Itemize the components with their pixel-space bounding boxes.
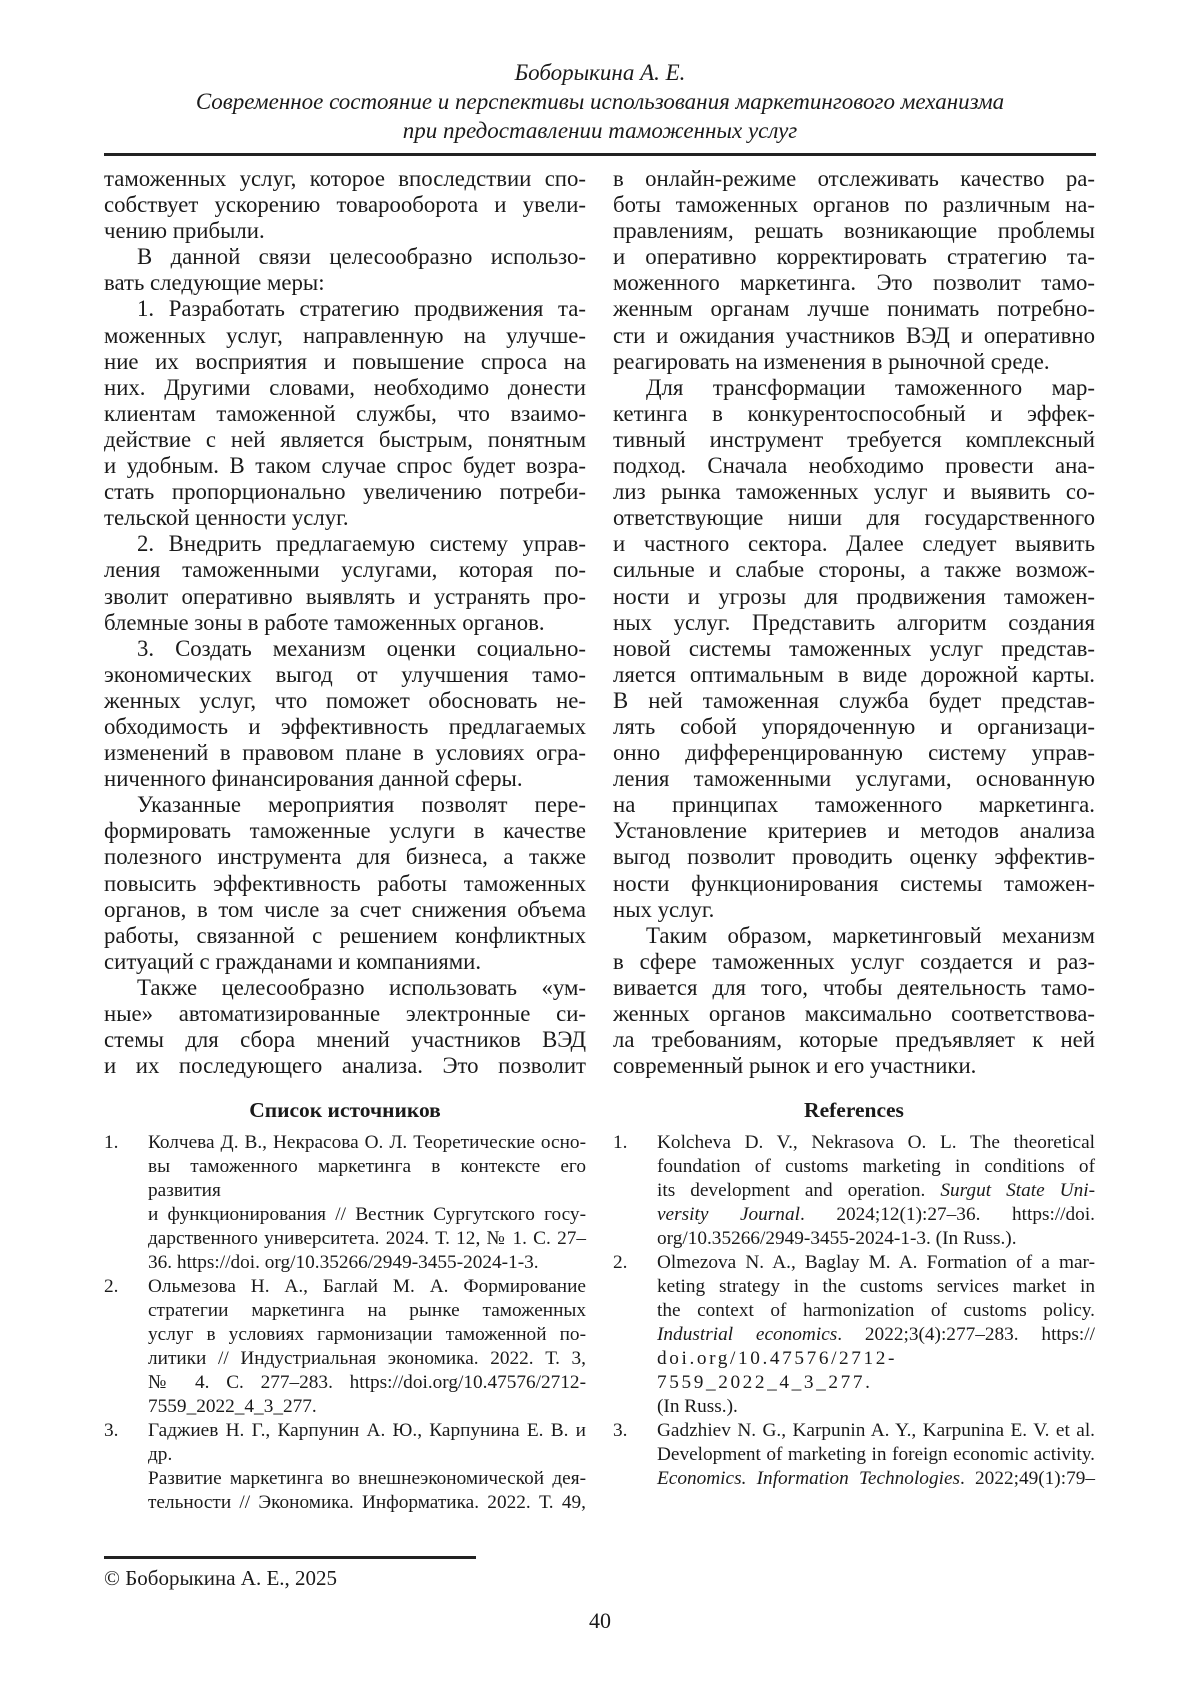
- text-line: тельности // Экономика. Информатика. 2022. Т. 49,: [148, 1492, 586, 1514]
- sources-heading-ru: Список источников: [249, 1098, 441, 1123]
- text-line: новой системы таможенных услуг представ-: [613, 635, 1095, 661]
- text-line: в сфере таможенных услуг создается и раз-: [613, 948, 1095, 974]
- reference-text: [148, 1131, 586, 1275]
- text-line: сильные и слабые стороны, а также возмож-: [613, 557, 1095, 583]
- reference-text: [148, 1275, 586, 1419]
- left-column-text: [104, 166, 586, 1079]
- text-line: клиентам таможенной службы, что взаимо-: [104, 400, 586, 426]
- reference-number: 1.: [104, 1132, 119, 1154]
- text-line: ления таможенными услугами, основанную: [613, 766, 1095, 792]
- right-column: [613, 166, 1095, 1515]
- paragraph: [104, 975, 586, 1079]
- references-list-en: [613, 1131, 1095, 1491]
- reference-number: 2.: [613, 1252, 628, 1274]
- text-line: Гаджиев Н. Г., Карпунин А. Ю., Карпунина Е. В. и др.: [148, 1420, 586, 1466]
- text-line: лиз рынка таможенных услуг и выявить со-: [613, 479, 1095, 505]
- text-line: ляется оптимальным в виде дорожной карты.: [613, 661, 1095, 687]
- text-line: its development and operation. Surgut State Uni-: [657, 1180, 1095, 1202]
- reference-number: 2.: [104, 1276, 119, 1298]
- text-line: моженных услуг, направленную на улучше-: [104, 322, 586, 348]
- paragraph: [104, 166, 586, 244]
- text-line: тивный инструмент требуется комплексный: [613, 426, 1095, 452]
- paragraph: [104, 531, 586, 635]
- author-name: Боборыкина А. Е.: [514, 60, 686, 85]
- text-line: собствует ускорению товарооборота и увели-: [104, 192, 586, 218]
- copyright-notice: © Боборыкина А. Е., 2025: [104, 1566, 338, 1590]
- reference-number: 3.: [104, 1420, 119, 1442]
- text-line: реагировать на изменения в рыночной среде.: [613, 348, 1050, 374]
- text-line: боты таможенных органов по различным на-: [613, 192, 1095, 218]
- article-title-line-2: при предоставлении таможенных услуг: [402, 118, 798, 143]
- text-line: Также целесообразно использовать «ум-: [137, 974, 586, 1000]
- text-line: Olmezova N. A., Baglay M. A. Formation of a mar-: [657, 1252, 1095, 1274]
- text-line: и частного сектора. Далее следует выявить: [613, 531, 1095, 557]
- text-line: них. Другими словами, необходимо донести: [104, 374, 586, 400]
- text-line: 3. Создать механизм оценки социально-: [137, 635, 586, 661]
- text-line: чению прибыли.: [104, 218, 265, 244]
- text-line: ниченного финансирования данной сферы.: [104, 766, 523, 792]
- text-line: литики // Индустриальная экономика. 2022. Т. 3,: [148, 1348, 586, 1370]
- text-line: зволит оперативно выявлять и устранять про-: [104, 583, 586, 609]
- text-line: ности и угрозы для продвижения таможен-: [613, 583, 1095, 609]
- text-line: женным органам лучше понимать потребно-: [613, 296, 1095, 322]
- paragraph: [104, 244, 586, 296]
- reference-text: [657, 1251, 1095, 1419]
- text-line: Development of marketing in foreign economic activity.: [657, 1444, 1095, 1466]
- text-line: ные» автоматизированные электронные си-: [104, 1001, 586, 1026]
- text-line: № 4. С. 277–283. https://doi.org/10.47576/2712-: [148, 1372, 586, 1394]
- text-line: лять собой упорядоченную и организаци-: [613, 713, 1095, 739]
- text-line: Для трансформации таможенного мар-: [646, 374, 1095, 400]
- text-line: сти и ожидания участников ВЭД и оперативно: [613, 322, 1095, 348]
- text-line: работы, связанной с решением конфликтных: [104, 922, 586, 948]
- text-line: кетинга в конкурентоспособный и эффек-: [613, 400, 1095, 426]
- references-heading-en: References: [804, 1098, 904, 1123]
- text-line: Развитие маркетинга во внешнеэкономической дея-: [148, 1468, 586, 1490]
- page-header: [104, 58, 1096, 145]
- text-line: стемы для сбора мнений участников ВЭД: [104, 1027, 586, 1053]
- text-line: онно дифференцированную систему управ-: [613, 740, 1095, 766]
- text-line: формировать таможенные услуги в качестве: [104, 818, 586, 844]
- text-line: экономических выгод от улучшения тамо-: [104, 661, 586, 687]
- text-line: полезного инструмента для бизнеса, а также: [104, 844, 586, 870]
- text-line: на принципах таможенного маркетинга.: [613, 792, 1095, 818]
- text-line: моженного маркетинга. Это позволит тамо-: [613, 270, 1095, 296]
- text-line: ных услуг.: [613, 896, 715, 922]
- text-line: стратегии маркетинга на рынке таможенных: [148, 1300, 586, 1322]
- reference-text: [657, 1131, 1095, 1251]
- two-column-body: [104, 166, 1096, 1515]
- text-line: ла требованиям, которые предъявляет к ней: [613, 1027, 1095, 1053]
- text-line: и удобным. В таком случае спрос будет возра-: [104, 453, 586, 479]
- text-line: ления таможенными услугами, которая по-: [104, 557, 586, 583]
- text-line: ние их восприятия и повышение спроса на: [104, 348, 586, 374]
- header-divider: [104, 153, 1096, 156]
- text-line: ности функционирования системы таможен-: [613, 870, 1095, 896]
- paragraph: [104, 296, 586, 531]
- text-line: вивается для того, чтобы деятельность тамо-: [613, 974, 1095, 1000]
- reference-item: [613, 1419, 1095, 1491]
- text-line: Установление критериев и методов анализа: [613, 818, 1095, 844]
- left-column: [104, 166, 586, 1515]
- reference-item: [104, 1131, 586, 1275]
- paragraph: [613, 375, 1095, 923]
- text-line: в онлайн-режиме отслеживать качество ра-: [613, 166, 1095, 191]
- text-line: блемные зоны в работе таможенных органов.: [104, 609, 545, 635]
- paragraph: [104, 792, 586, 975]
- article-title-line-1: Современное состояние и перспективы использования маркетингового механизма: [195, 89, 1005, 114]
- text-line: правлениям, решать возникающие проблемы: [613, 218, 1095, 244]
- text-line: вы таможенного маркетинга в контексте его развития: [148, 1156, 586, 1202]
- text-line: 2. Внедрить предлагаемую систему управ-: [137, 531, 586, 557]
- paragraph: [613, 166, 1095, 375]
- reference-number: 3.: [613, 1420, 628, 1442]
- text-line: и оперативно корректировать стратегию та-: [613, 244, 1095, 270]
- text-line: и функционирования // Вестник Сургутского госу-: [148, 1204, 586, 1226]
- text-line: Industrial economics. 2022;3(4):277–283. https://: [657, 1324, 1095, 1346]
- text-line: органов, в том числе за счет снижения объема: [104, 896, 586, 922]
- text-line: услуг в условиях гармонизации таможенной по-: [148, 1324, 586, 1346]
- reference-text: [148, 1419, 586, 1515]
- right-column-text: [613, 166, 1095, 1079]
- footnote-divider: [104, 1556, 476, 1559]
- text-line: обходимость и эффективность предлагаемых: [104, 713, 586, 739]
- text-line: изменений в правовом плане в условиях огра-: [104, 740, 586, 766]
- text-line: стать пропорционально увеличению потреби-: [104, 479, 586, 505]
- reference-item: [104, 1419, 586, 1515]
- text-line: выгод позволит проводить оценку эффектив-: [613, 844, 1095, 870]
- page-number: 40: [589, 1608, 611, 1633]
- reference-text: [657, 1419, 1095, 1491]
- text-line: the context of harmonization of customs policy.: [657, 1300, 1095, 1322]
- text-line: женных органов максимально соответствова-: [613, 1001, 1095, 1026]
- text-line: повысить эффективность работы таможенных: [104, 870, 586, 896]
- text-line: org/10.35266/2949-3455-2024-1-3. (In Russ.).: [657, 1228, 1017, 1250]
- text-line: Указанные мероприятия позволят пере-: [137, 792, 586, 818]
- text-line: и их последующего анализа. Это позволит: [104, 1053, 586, 1079]
- text-line: Колчева Д. В., Некрасова О. Л. Теоретические осно-: [148, 1132, 586, 1154]
- text-line: 7559_2022_4_3_277.: [148, 1396, 317, 1418]
- text-line: 1. Разработать стратегию продвижения та-: [137, 296, 586, 322]
- sources-list-ru: [104, 1131, 586, 1515]
- paragraph: [613, 923, 1095, 1080]
- text-line: Ольмезова Н. А., Баглай М. А. Формирование: [148, 1276, 586, 1298]
- reference-number: 1.: [613, 1132, 628, 1154]
- reference-item: [104, 1275, 586, 1419]
- text-line: ответствующие ниши для государственного: [613, 505, 1095, 531]
- text-line: подход. Сначала необходимо провести ана-: [613, 453, 1095, 479]
- text-line: Economics. Information Technologies. 2022;49(1):79–: [657, 1468, 1096, 1490]
- text-line: тельской ценности услуг.: [104, 505, 349, 531]
- text-line: Таким образом, маркетинговый механизм: [646, 922, 1095, 948]
- text-line: ных услуг. Представить алгоритм создания: [613, 609, 1095, 635]
- text-line: 36. https://doi. org/10.35266/2949-3455-2024-1-3.: [148, 1252, 539, 1274]
- text-line: вать следующие меры:: [104, 270, 325, 296]
- text-line: женных услуг, что поможет обосновать не-: [104, 687, 586, 713]
- text-line: В данной связи целесообразно использо-: [137, 244, 586, 270]
- text-line: keting strategy in the customs services market in: [657, 1276, 1095, 1298]
- text-line: таможенных услуг, которое впоследствии спо-: [104, 166, 586, 191]
- text-line: doi.org/10.47576/2712-7559_2022_4_3_277.: [657, 1348, 898, 1394]
- text-line: дарственного университета. 2024. Т. 12, № 1. С. 27–: [148, 1228, 586, 1250]
- text-line: ситуаций с гражданами и компаниями.: [104, 948, 482, 974]
- text-line: foundation of customs marketing in conditions of: [657, 1156, 1095, 1178]
- reference-item: [613, 1251, 1095, 1419]
- paragraph: [104, 636, 586, 793]
- text-line: Kolcheva D. V., Nekrasova O. L. The theoretical: [657, 1132, 1095, 1154]
- text-line: современный рынок и его участники.: [613, 1053, 977, 1079]
- text-line: В ней таможенная служба будет представ-: [613, 687, 1095, 713]
- reference-item: [613, 1131, 1095, 1251]
- text-line: действие с ней является быстрым, понятным: [104, 426, 586, 452]
- text-line: versity Journal. 2024;12(1):27–36. https://doi.: [657, 1204, 1095, 1226]
- text-line: Gadzhiev N. G., Karpunin A. Y., Karpunina E. V. et al.: [657, 1420, 1095, 1442]
- page-footer: [104, 1556, 1096, 1591]
- text-line: (In Russ.).: [657, 1396, 738, 1418]
